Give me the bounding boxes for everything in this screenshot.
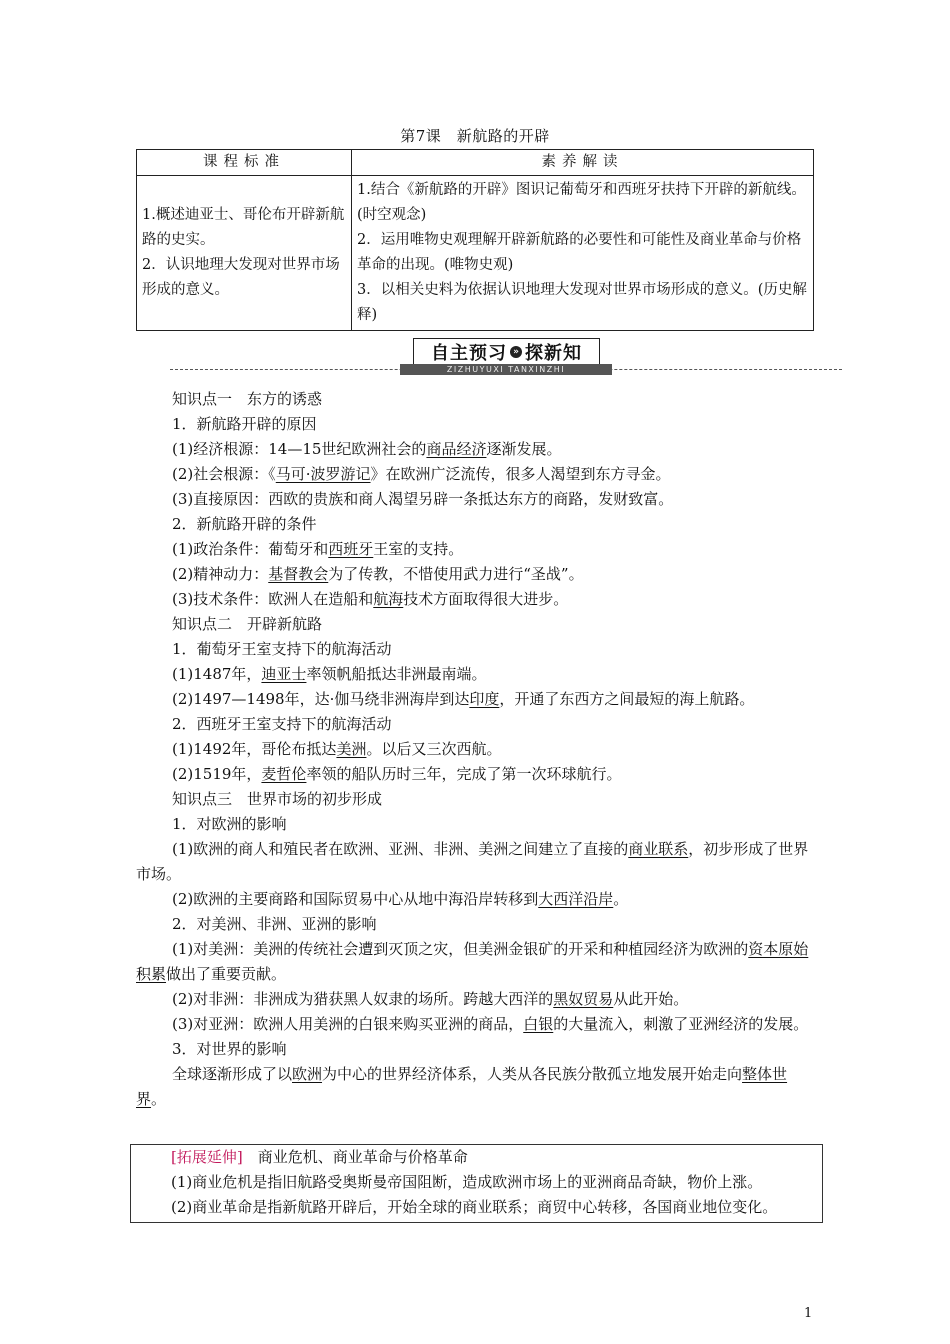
key-term: 美洲 [336, 740, 367, 758]
list-item: (1)欧洲的商人和殖民者在欧洲、亚洲、非洲、美洲之间建立了直接的商业联系，初步形成了世界市场。 [136, 840, 809, 883]
key-term: 基督教会 [268, 565, 329, 583]
key-term: 印度 [469, 690, 500, 708]
subsection-heading: 2．新航路开辟的条件 [172, 515, 317, 533]
section-banner [170, 338, 842, 374]
key-term: 商品经济 [426, 440, 487, 458]
extension-heading: [拓展延伸] 商业危机、商业革命与价格革命 [171, 1148, 468, 1166]
standard-line: 2．认识地理大发现对世界市场形成的意义。 [142, 257, 340, 298]
list-item: (3)技术条件：欧洲人在造船和航海技术方面取得很大进步。 [172, 590, 569, 608]
list-item: (3)直接原因：西欧的贵族和商人渴望另辟一条抵达东方的商路，发财致富。 [172, 490, 674, 508]
key-term: 整体世界 [136, 1065, 788, 1108]
section-heading: 知识点一 东方的诱惑 [172, 390, 323, 408]
key-term: 麦哲伦 [261, 765, 307, 783]
list-item: (2)对非洲：非洲成为猎获黑人奴隶的场所。跨越大西洋的黑奴贸易从此开始。 [172, 990, 689, 1008]
extension-line: (1)商业危机是指旧航路受奥斯曼帝国阻断，造成欧洲市场上的亚洲商品奇缺，物价上涨。 [171, 1173, 763, 1191]
subsection-heading: 1．新航路开辟的原因 [172, 415, 317, 433]
section-heading: 知识点二 开辟新航路 [172, 615, 323, 633]
banner-title [413, 338, 600, 365]
key-term: 西班牙 [328, 540, 374, 558]
key-term: 欧洲 [292, 1065, 323, 1083]
list-item: (1)对美洲：美洲的传统社会遭到灭顶之灾，但美洲金银矿的开采和种植园经济为欧洲的资本原始积累做出了重要贡献。 [136, 940, 809, 983]
key-term: 白银 [523, 1015, 554, 1033]
content-body [136, 387, 816, 1112]
interpretation-line: 1.结合《新航路的开辟》图识记葡萄牙和西班牙扶持下开辟的新航线。(时空观念) [357, 182, 806, 223]
subsection-heading: 1．对欧洲的影响 [172, 815, 287, 833]
key-term: 黑奴贸易 [553, 990, 614, 1008]
interpretation-line: 3．以相关史料为依据认识地理大发现对世界市场形成的意义。(历史解释) [357, 282, 807, 323]
extension-tag: [拓展延伸] [171, 1148, 243, 1166]
subsection-heading: 3．对世界的影响 [172, 1040, 287, 1058]
extension-line: (2)商业革命是指新航路开辟后，开始全球的商业联系；商贸中心转移，各国商业地位变化。 [171, 1198, 778, 1216]
subsection-heading: 2．对美洲、非洲、亚洲的影响 [172, 915, 377, 933]
list-item: (2)社会根源：《马可·波罗游记》在欧洲广泛流传，很多人渴望到东方寻金。 [172, 465, 671, 483]
standard-line: 1.概述迪亚士、哥伦布开辟新航路的史实。 [142, 207, 345, 248]
key-term: 资本原始积累 [136, 940, 809, 983]
chevron-right-icon: » [510, 346, 522, 358]
table-cell-interpretation [352, 176, 814, 331]
list-item: (1)经济根源：14—15世纪欧洲社会的商品经济逐渐发展。 [172, 440, 562, 458]
banner-left-text: 自主预习 [431, 342, 507, 364]
key-term: 航海 [373, 590, 404, 608]
banner-right-text: 探新知 [525, 342, 582, 364]
table-header-standard: 课程标准 [137, 150, 352, 176]
table-cell-standards [137, 176, 352, 331]
list-item: (1)1487年，迪亚士率领帆船抵达非洲最南端。 [172, 665, 487, 683]
table-header-interpretation: 素养解读 [352, 150, 814, 176]
extension-box [130, 1144, 823, 1223]
subsection-heading: 1．葡萄牙王室支持下的航海活动 [172, 640, 392, 658]
key-term: 迪亚士 [261, 665, 307, 683]
section-heading: 知识点三 世界市场的初步形成 [172, 790, 383, 808]
list-item: 全球逐渐形成了以欧洲为中心的世界经济体系，人类从各民族分散孤立地发展开始走向整体世界。 [136, 1065, 788, 1108]
list-item: (2)1519年，麦哲伦率领的船队历时三年，完成了第一次环球航行。 [172, 765, 622, 783]
interpretation-line: 2．运用唯物史观理解开辟新航路的必要性和可能性及商业革命与价格革命的出现。(唯物史观) [357, 232, 802, 273]
list-item: (1)政治条件：葡萄牙和西班牙王室的支持。 [172, 540, 464, 558]
page-number: 1 [804, 1306, 813, 1321]
key-term: 大西洋沿岸 [538, 890, 614, 908]
list-item: (2)精神动力：基督教会为了传教，不惜使用武力进行“圣战”。 [172, 565, 584, 583]
list-item: (3)对亚洲：欧洲人用美洲的白银来购买亚洲的商品，白银的大量流入，刺激了亚洲经济的发展。 [172, 1015, 809, 1033]
list-item: (2)1497—1498年，达·伽马绕非洲海岸到达印度，开通了东西方之间最短的海上航路。 [172, 690, 755, 708]
subsection-heading: 2．西班牙王室支持下的航海活动 [172, 715, 392, 733]
banner-subtitle: ZIZHUYUXI TANXINZHI [400, 364, 612, 375]
key-term: 马可·波罗游记 [275, 465, 371, 483]
page-title: 第7课 新航路的开辟 [400, 127, 550, 145]
list-item: (2)欧洲的主要商路和国际贸易中心从地中海沿岸转移到大西洋沿岸。 [172, 890, 629, 908]
list-item: (1)1492年，哥伦布抵达美洲。以后又三次西航。 [172, 740, 502, 758]
key-term: 商业联系 [628, 840, 689, 858]
standards-table [136, 149, 814, 331]
